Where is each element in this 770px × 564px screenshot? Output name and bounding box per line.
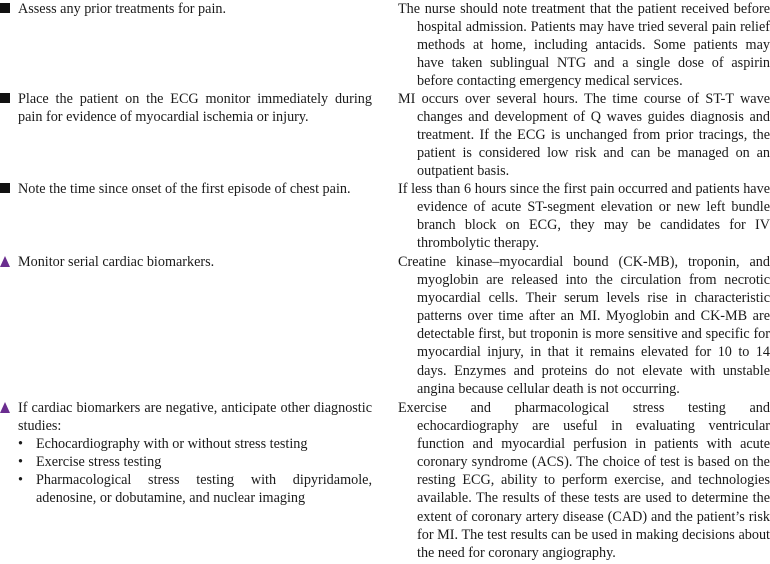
- action-column: [0, 90, 372, 126]
- rationale: Exercise and pharmacological stress testing and echocardiography are useful in evaluating ventricular function and myocardial perfusion in patients with acute coronary syndrome (ACS). The choice of test is based on the resting ECG, ability to perform exercise, and technologies available. The results of these tests are used to determine the extent of coronary artery disease (CAD) and the patient’s risk for MI. The test results can be used in making decisions about the need for coronary angiography.: [398, 400, 770, 561]
- square-bullet-icon: [0, 183, 10, 193]
- nursing-action: Assess any prior treatments for pain.: [18, 1, 227, 17]
- list-item: • Exercise stress testing: [18, 453, 372, 471]
- rationale: The nurse should note treatment that the patient received before hospital admission. Patients may have tried several pain relief methods at home, including antacids. Some patients may have taken sublingual NTG and a single dose of aspirin before contacting emergency medical services.: [398, 1, 770, 90]
- triangle-bullet-icon: [0, 402, 10, 413]
- nursing-action: Monitor serial cardiac biomarkers.: [18, 254, 215, 270]
- diagnostic-study-list: [18, 435, 372, 507]
- square-bullet-icon: [0, 93, 10, 103]
- rationale: Creatine kinase–myocardial bound (CK-MB), troponin, and myoglobin are released into the circulation from necrotic myocardial cells. Their serum levels rise in characteristic patterns over time after an MI. Myoglobin and CK-MB are detectable first, but troponin is more sensitive and specific for myocardial injury, in that it remains elevated for 10 to 14 days. Enzymes and proteins do not elevate with unstable angina because cellular death is not occurring.: [398, 254, 770, 397]
- list-item: • Echocardiography with or without stress testing: [18, 435, 372, 453]
- square-bullet-icon: [0, 3, 10, 13]
- triangle-bullet-icon: [0, 256, 10, 267]
- rationale: If less than 6 hours since the first pain occurred and patients have evidence of acute ST-segment elevation or new left bundle branch block on ECG, they may be candidates for IV thrombolytic therapy.: [398, 181, 770, 252]
- list-item: • Pharmacological stress testing with dipyridamole, adenosine, or dobutamine, and nuclear imaging: [18, 471, 372, 507]
- action-column: [0, 399, 372, 508]
- action-column: [0, 253, 372, 271]
- nursing-action: Note the time since onset of the first episode of chest pain.: [18, 181, 351, 197]
- action-column: [0, 180, 372, 198]
- rationale: MI occurs over several hours. The time course of ST-T wave changes and development of Q waves guides diagnosis and treatment. If the ECG is unchanged from prior tracings, the patient is considered low risk and can be managed on an outpatient basis.: [398, 91, 770, 180]
- nursing-action: If cardiac biomarkers are negative, anticipate other diagnostic studies:: [18, 400, 372, 435]
- nursing-action: Place the patient on the ECG monitor immediately during pain for evidence of myocardial ischemia or injury.: [18, 91, 372, 126]
- action-column: [0, 0, 372, 18]
